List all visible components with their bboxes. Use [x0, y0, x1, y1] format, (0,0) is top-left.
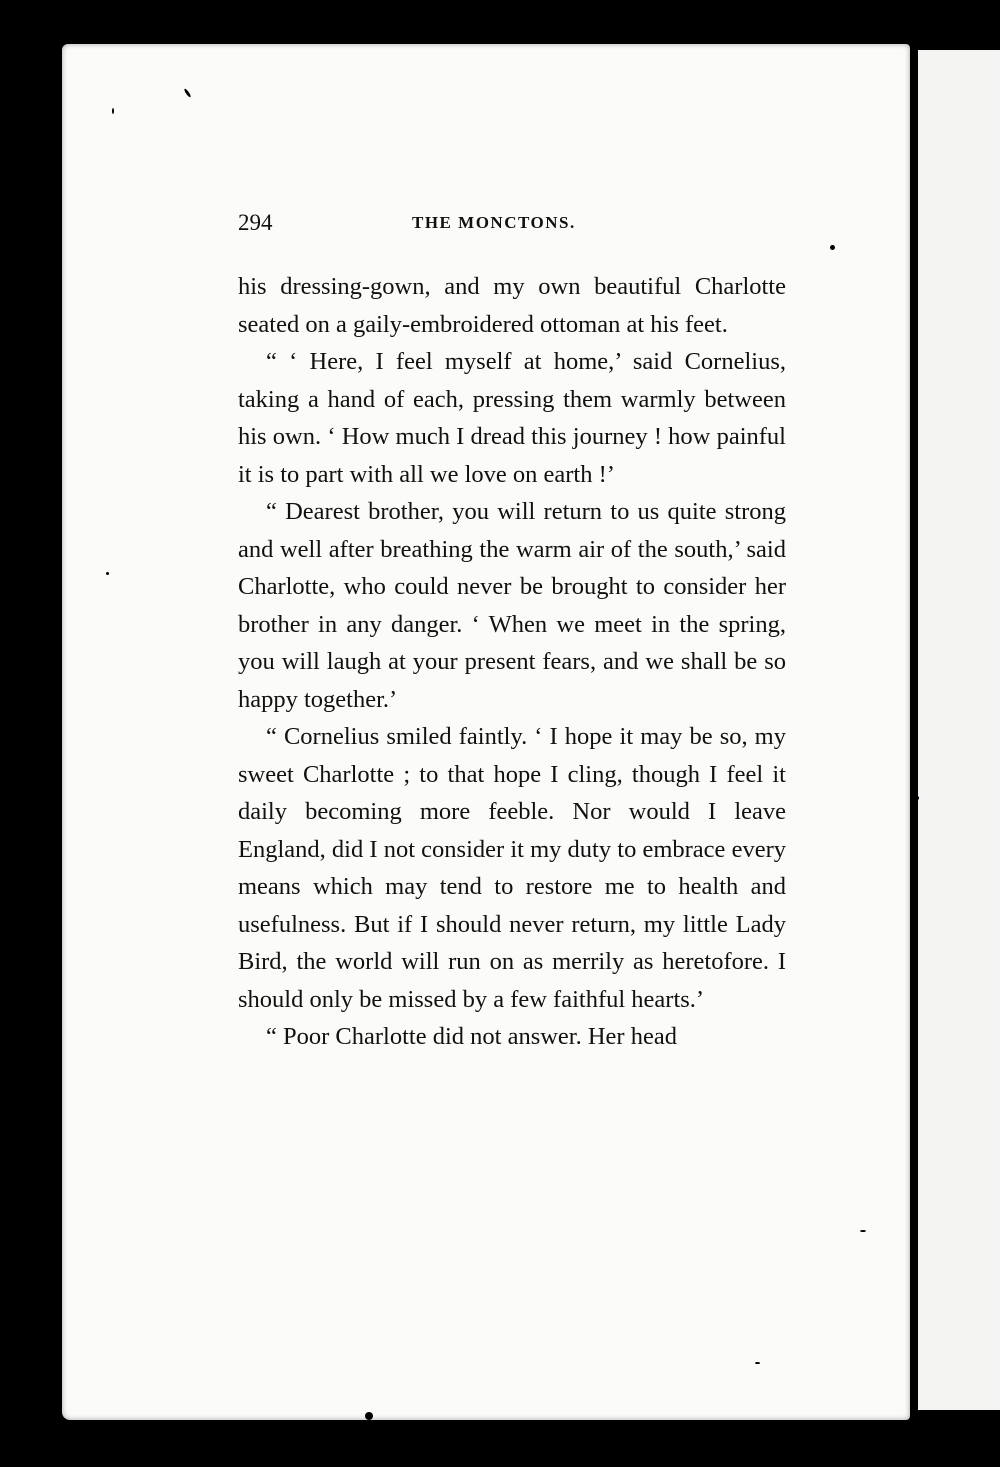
paragraph: “ ‘ Here, I feel myself at home,’ said Cornelius, taking a hand of each, pressing them warmly between his own. ‘ How much I dread this journey ! how painful it is to part with all we love on earth !’	[238, 348, 786, 488]
binding-edge	[910, 40, 918, 1425]
scan-speck	[860, 1230, 866, 1232]
scan-speck	[830, 245, 835, 250]
scan-speck	[365, 1412, 373, 1420]
paragraph: “ Poor Charlotte did not answer. Her head	[266, 1023, 677, 1050]
scan-speck	[755, 1362, 760, 1364]
facing-page-edge	[918, 50, 1000, 1410]
running-title: THE MONCTONS.	[412, 213, 576, 232]
scan-speck	[106, 572, 109, 575]
scan-speck	[112, 108, 114, 114]
paragraph: “ Dearest brother, you will return to us quite strong and well after breathing the warm air of the south,’ said Charlotte, who could never be brought to consider her brother in any danger. ‘ When we meet in the spring, you will laugh at your present fears, and we shall be so happy together.’	[238, 498, 786, 713]
paragraph: his dressing-gown, and my own beautiful Charlotte seated on a gaily-embroidered ottoman at his feet.	[238, 273, 786, 338]
running-head	[238, 210, 786, 244]
scan-speck	[915, 796, 919, 800]
paragraph: “ Cornelius smiled faintly. ‘ I hope it may be so, my sweet Charlotte ; to that hope I cling, though I feel it daily becoming more feeble. Nor would I leave England, did I not consider it my duty to embrace every means which may tend to restore me to health and usefulness. But if I should never return, my little Lady Bird, the world will run on as merrily as heretofore. I should only be missed by a few faithful hearts.’	[238, 723, 786, 1013]
page-number: 294	[238, 210, 273, 235]
body-text	[238, 268, 786, 1056]
